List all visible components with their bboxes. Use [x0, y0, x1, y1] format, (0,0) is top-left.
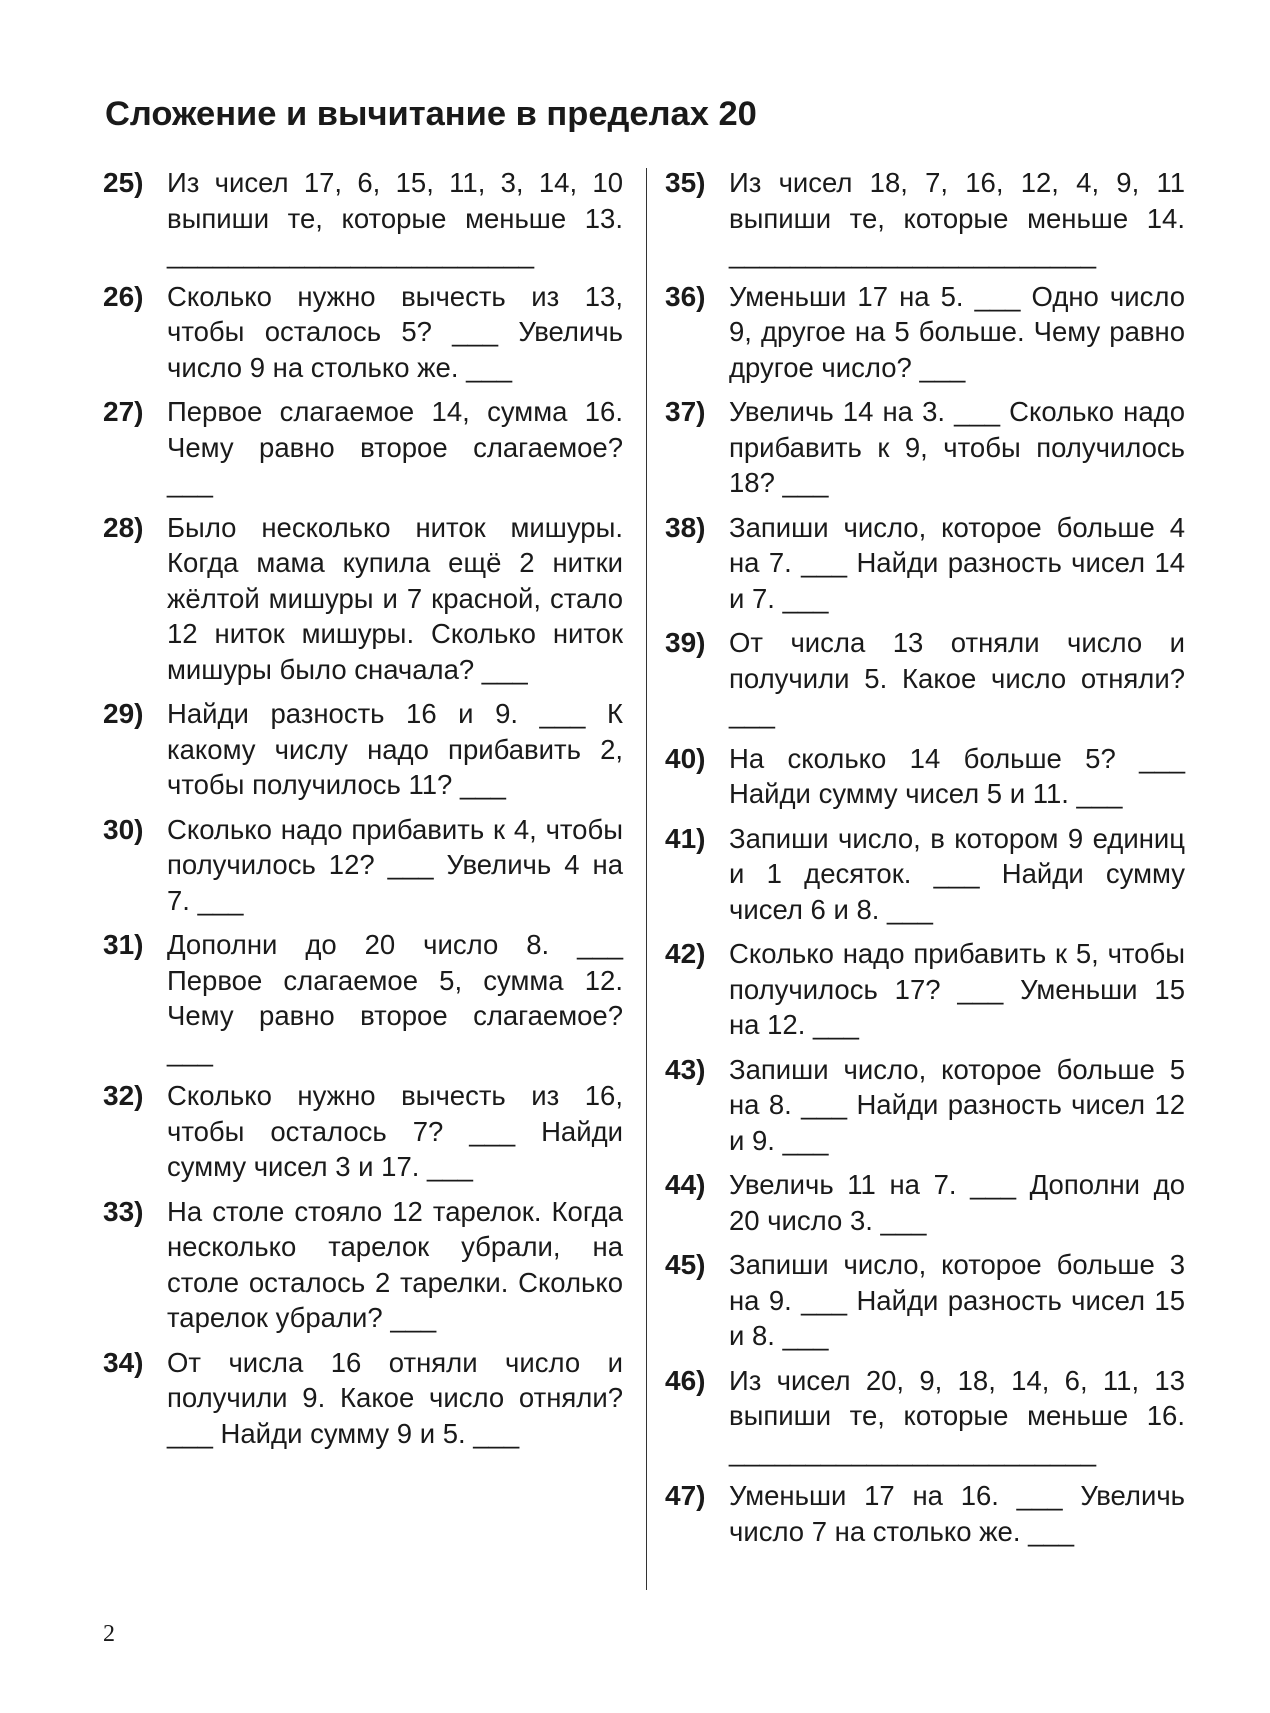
- task-item: [103, 1345, 623, 1452]
- task-item: [103, 1078, 623, 1185]
- task-number: 45): [665, 1249, 706, 1280]
- task-number: 28): [103, 511, 144, 543]
- task-number: 33): [103, 1195, 144, 1227]
- task-number: 31): [103, 929, 144, 960]
- left-task-column: [103, 165, 623, 1460]
- task-number: 36): [665, 280, 706, 312]
- task-item: [665, 279, 1185, 386]
- task-number: 38): [665, 511, 706, 543]
- task-text: От числа 16 отняли число и получили 9. Какое число отняли? ___ Найди сумму 9 и 5. ___: [167, 1346, 623, 1449]
- task-item: [103, 394, 623, 501]
- task-item: [103, 1194, 623, 1336]
- task-text: Уменьши 17 на 16. ___ Увеличь число 7 на столько же. ___: [729, 1480, 1185, 1547]
- column-divider: [646, 168, 647, 1590]
- task-number: 47): [665, 1480, 706, 1511]
- page-title: Сложение и вычитание в пределах 20: [105, 95, 757, 133]
- task-item: [665, 821, 1185, 928]
- page-number: 2: [103, 1621, 115, 1647]
- task-text: На сколько 14 больше 5? ___ Найди сумму чисел 5 и 11. ___: [729, 742, 1185, 809]
- task-number: 39): [665, 627, 706, 658]
- task-item: [665, 394, 1185, 501]
- task-item: [665, 1363, 1185, 1470]
- task-item: [665, 625, 1185, 732]
- task-item: [665, 1167, 1185, 1238]
- task-text: Запиши число, которое больше 3 на 9. ___ Найди разность чисел 15 и 8. ___: [729, 1249, 1185, 1351]
- task-text: Первое слагаемое 14, сумма 16. Чему равно второе слагаемое? ___: [167, 396, 623, 498]
- task-number: 27): [103, 396, 144, 427]
- task-text: На столе стояло 12 тарелок. Когда несколько тарелок убрали, на столе осталось 2 тарелки. Сколько тарелок убрали? ___: [167, 1195, 623, 1333]
- task-item: [665, 1247, 1185, 1354]
- task-number: 42): [665, 938, 706, 969]
- task-number: 37): [665, 396, 706, 427]
- task-number: 29): [103, 698, 144, 729]
- task-item: [665, 1478, 1185, 1549]
- task-item: [103, 812, 623, 919]
- task-number: 26): [103, 280, 144, 312]
- task-item: [103, 165, 623, 272]
- task-item: [103, 696, 623, 803]
- task-text: Дополни до 20 число 8. ___ Первое слагаемое 5, сумма 12. Чему равно второе слагаемое? ___: [167, 929, 623, 1067]
- task-number: 44): [665, 1169, 706, 1200]
- task-item: [665, 936, 1185, 1043]
- task-text: Из чисел 20, 9, 18, 14, 6, 11, 13 выпиши те, которые меньше 16. ________________________: [729, 1364, 1185, 1467]
- right-task-column: [665, 165, 1185, 1558]
- task-number: 41): [665, 822, 706, 854]
- task-text: Запиши число, которое больше 5 на 8. ___ Найди разность чисел 12 и 9. ___: [729, 1053, 1185, 1156]
- task-number: 25): [103, 167, 144, 198]
- task-text: От числа 13 отняли число и получили 5. Какое число отняли? ___: [729, 627, 1185, 729]
- task-text: Уменьши 17 на 5. ___ Одно число 9, другое на 5 больше. Чему равно другое число? ___: [729, 280, 1185, 383]
- task-number: 32): [103, 1080, 144, 1111]
- task-item: [103, 927, 623, 1069]
- task-text: Увеличь 14 на 3. ___ Сколько надо прибавить к 9, чтобы получилось 18? ___: [729, 396, 1185, 498]
- task-text: Сколько надо прибавить к 4, чтобы получилось 12? ___ Увеличь 4 на 7. ___: [167, 813, 623, 916]
- task-number: 46): [665, 1364, 706, 1396]
- task-number: 35): [665, 167, 706, 198]
- task-item: [665, 510, 1185, 617]
- task-number: 34): [103, 1346, 144, 1378]
- task-text: Запиши число, в котором 9 единиц и 1 десяток. ___ Найди сумму чисел 6 и 8. ___: [729, 822, 1185, 925]
- task-text: Сколько надо прибавить к 5, чтобы получилось 17? ___ Уменьши 15 на 12. ___: [729, 938, 1185, 1040]
- task-text: Сколько нужно вычесть из 16, чтобы осталось 7? ___ Найди сумму чисел 3 и 17. ___: [167, 1080, 623, 1182]
- task-text: Из чисел 17, 6, 15, 11, 3, 14, 10 выпиши те, которые меньше 13. ________________________: [167, 167, 623, 269]
- task-text: Было несколько ниток мишуры. Когда мама купила ещё 2 нитки жёлтой мишуры и 7 красной, стало 12 ниток мишуры. Сколько ниток мишуры было сначала? ___: [167, 511, 623, 685]
- task-item: [103, 279, 623, 386]
- task-item: [103, 510, 623, 688]
- task-item: [665, 741, 1185, 812]
- task-text: Запиши число, которое больше 4 на 7. ___ Найди разность чисел 14 и 7. ___: [729, 511, 1185, 614]
- task-text: Найди разность 16 и 9. ___ К какому числу надо прибавить 2, чтобы получилось 11? ___: [167, 698, 623, 800]
- task-text: Увеличь 11 на 7. ___ Дополни до 20 число 3. ___: [729, 1169, 1185, 1236]
- task-text: Сколько нужно вычесть из 13, чтобы осталось 5? ___ Увеличь число 9 на столько же. ___: [167, 280, 623, 383]
- task-item: [665, 165, 1185, 272]
- task-item: [665, 1052, 1185, 1159]
- task-text: Из чисел 18, 7, 16, 12, 4, 9, 11 выпиши те, которые меньше 14. ________________________: [729, 167, 1185, 269]
- task-number: 43): [665, 1053, 706, 1085]
- task-number: 30): [103, 813, 144, 845]
- task-number: 40): [665, 742, 706, 774]
